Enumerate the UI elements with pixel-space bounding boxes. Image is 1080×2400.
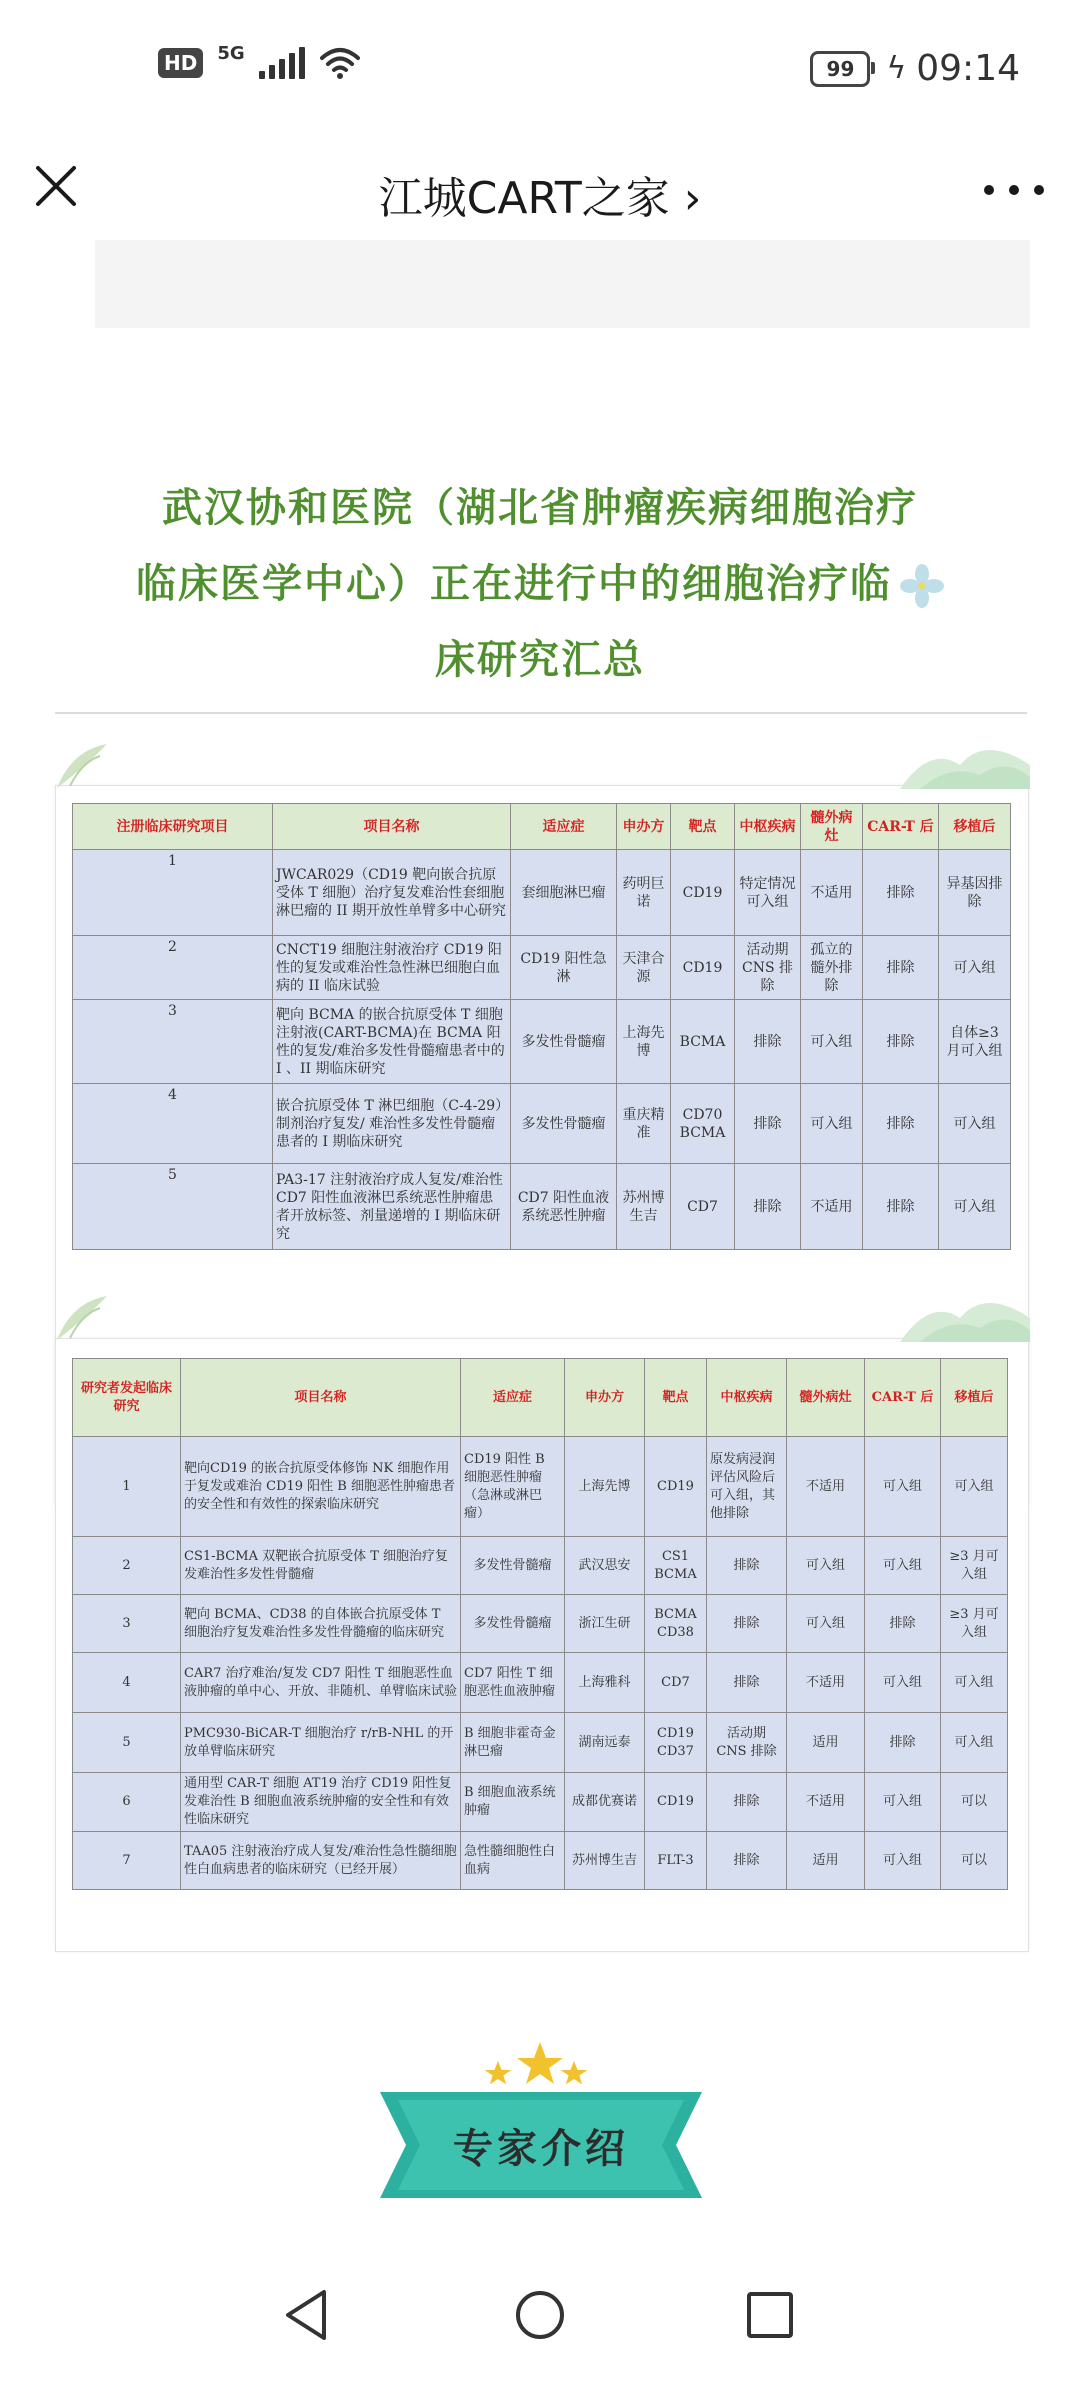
divider: [55, 712, 1027, 714]
cell: 急性髓细胞性白血病: [461, 1832, 565, 1890]
cell: CD70 BCMA: [671, 1084, 735, 1164]
cell: CD19: [671, 936, 735, 1000]
cell: 可入组: [939, 1084, 1011, 1164]
cell: 2: [73, 1537, 181, 1595]
cell: 天津合源: [617, 936, 671, 1000]
cell: 可入组: [865, 1537, 941, 1595]
cell: 排除: [735, 1000, 801, 1084]
cell: 4: [73, 1653, 181, 1713]
cell: 1: [73, 1437, 181, 1537]
cell: 嵌合抗原受体 T 淋巴细胞（C-4-29）制剂治疗复发/ 难治性多发性骨髓瘤患者的 I 期临床研究: [273, 1084, 511, 1164]
cell: 不适用: [801, 1164, 863, 1250]
cell: 多发性骨髓瘤: [511, 1000, 617, 1084]
cell: 上海雅科: [565, 1653, 645, 1713]
cell: PMC930-BiCAR-T 细胞治疗 r/rB-NHL 的开放单臂临床研究: [181, 1713, 461, 1773]
cell: 可入组: [865, 1773, 941, 1832]
cell: CNCT19 细胞注射液治疗 CD19 阳性的复发或难治性急性淋巴细胞白血病的 II 临床试验: [273, 936, 511, 1000]
table-row: [73, 1713, 1008, 1773]
cell: 武汉思安: [565, 1537, 645, 1595]
th-cns: 中枢疾病: [707, 1359, 787, 1437]
cell: 套细胞淋巴瘤: [511, 850, 617, 936]
table-row: [73, 936, 1011, 1000]
cell: BCMA CD38: [645, 1595, 707, 1653]
cell: 上海先博: [565, 1437, 645, 1537]
section-title-line3: 床研究汇总: [435, 637, 645, 683]
cell: 可入组: [941, 1653, 1008, 1713]
cell: 可入组: [865, 1437, 941, 1537]
cell: CD7 阳性 T 细胞恶性血液肿瘤: [461, 1653, 565, 1713]
table-row: [73, 1537, 1008, 1595]
cell: 可入组: [787, 1537, 865, 1595]
cell: 多发性骨髓瘤: [511, 1084, 617, 1164]
quote-block: [95, 240, 1030, 328]
cell: CD19: [671, 850, 735, 936]
app-header: [0, 140, 1080, 240]
cell: 6: [73, 1773, 181, 1832]
th-target: 靶点: [645, 1359, 707, 1437]
leaf-decoration-icon: [52, 740, 112, 790]
clock: 09:14: [916, 48, 1020, 89]
section-title-line1: 武汉协和医院（湖北省肿瘤疾病细胞治疗: [162, 485, 918, 531]
status-bar: [0, 0, 1080, 140]
cell: 多发性骨髓瘤: [461, 1595, 565, 1653]
cell: CS1-BCMA 双靶嵌合抗原受体 T 细胞治疗复发难治性多发性骨髓瘤: [181, 1537, 461, 1595]
cell: 排除: [707, 1653, 787, 1713]
cell: 成都优赛诺: [565, 1773, 645, 1832]
leaf-decoration-icon: [52, 1292, 112, 1342]
recents-icon[interactable]: [735, 2280, 805, 2350]
cell: CD19 CD37: [645, 1713, 707, 1773]
cell: ≥3 月可入组: [941, 1537, 1008, 1595]
th-sponsor: 申办方: [617, 804, 671, 850]
cell: BCMA: [671, 1000, 735, 1084]
stars-icon: [480, 2040, 600, 2100]
cell: 靶向CD19 的嵌合抗原受体修饰 NK 细胞作用于复发或难治 CD19 阳性 B 细胞恶性肿瘤患者的安全性和有效性的探索临床研究: [181, 1437, 461, 1537]
cell: 可入组: [939, 1164, 1011, 1250]
th-extramedullary: 髓外病灶: [787, 1359, 865, 1437]
cell: 可入组: [939, 936, 1011, 1000]
status-right: [810, 48, 1020, 89]
cell: 通用型 CAR-T 细胞 AT19 治疗 CD19 阳性复发难治性 B 细胞血液系统肿瘤的安全性和有效性临床研究: [181, 1773, 461, 1832]
cell: 3: [73, 1000, 273, 1084]
table-row: [73, 1164, 1011, 1250]
cell: 可以: [941, 1773, 1008, 1832]
th-target: 靶点: [671, 804, 735, 850]
table-row: [73, 1595, 1008, 1653]
th-sponsor: 申办方: [565, 1359, 645, 1437]
table-row: [73, 1832, 1008, 1890]
home-icon[interactable]: [505, 2280, 575, 2350]
cell: 可以: [941, 1832, 1008, 1890]
charging-icon: ϟ: [886, 51, 907, 86]
cell: CAR7 治疗难治/复发 CD7 阳性 T 细胞恶性血液肿瘤的单中心、开放、非随机、单臂临床试验: [181, 1653, 461, 1713]
table-header-row: [73, 804, 1011, 850]
cell: 不适用: [787, 1773, 865, 1832]
cell: 湖南远泰: [565, 1713, 645, 1773]
table-row: [73, 1773, 1008, 1832]
battery-level: 99: [826, 56, 855, 81]
cell: 可入组: [941, 1713, 1008, 1773]
table-row: [73, 850, 1011, 936]
th-project: 注册临床研究项目: [73, 804, 273, 850]
cell: 不适用: [787, 1653, 865, 1713]
cell: CS1 BCMA: [645, 1537, 707, 1595]
hills-decoration-icon: [900, 735, 1030, 789]
cell: ≥3 月可入组: [941, 1595, 1008, 1653]
cell: 排除: [865, 1713, 941, 1773]
th-after-cart: CAR-T 后: [865, 1359, 941, 1437]
hd-badge: HD: [158, 48, 203, 78]
cell: CD7: [645, 1653, 707, 1713]
th-name: 项目名称: [181, 1359, 461, 1437]
navigation-bar: [0, 2230, 1080, 2400]
cell: 适用: [787, 1832, 865, 1890]
cell: 排除: [863, 1084, 939, 1164]
table-row: [73, 1084, 1011, 1164]
table-row: [73, 1000, 1011, 1084]
cell: CD19: [645, 1437, 707, 1537]
th-indication: 适应症: [461, 1359, 565, 1437]
cell: 排除: [863, 1164, 939, 1250]
registered-trials-table: [72, 803, 1011, 1250]
cell: 靶向 BCMA、CD38 的自体嵌合抗原受体 T 细胞治疗复发难治性多发性骨髓瘤的临床研究: [181, 1595, 461, 1653]
cell: 3: [73, 1595, 181, 1653]
cell: PA3-17 注射液治疗成人复发/难治性 CD7 阳性血液淋巴系统恶性肿瘤患者开放标签、剂量递增的 I 期临床研究: [273, 1164, 511, 1250]
cell: 苏州博生吉: [617, 1164, 671, 1250]
cell: 7: [73, 1832, 181, 1890]
cell: 可入组: [801, 1000, 863, 1084]
th-name: 项目名称: [273, 804, 511, 850]
cell: 可入组: [865, 1832, 941, 1890]
section-title-line2: 临床医学中心）正在进行中的细胞治疗临: [136, 561, 892, 607]
signal-icon: [259, 47, 305, 79]
cell: FLT-3: [645, 1832, 707, 1890]
cell: JWCAR029（CD19 靶向嵌合抗原受体 T 细胞）治疗复发难治性套细胞淋巴瘤的 II 期开放性单臂多中心研究: [273, 850, 511, 936]
table-header-row: [73, 1359, 1008, 1437]
th-after-cart: CAR-T 后: [863, 804, 939, 850]
hills-decoration-icon: [900, 1288, 1030, 1342]
network-type: 5G: [217, 42, 245, 64]
table-row: [73, 1437, 1008, 1537]
cell: 不适用: [801, 850, 863, 936]
cell: 原发病浸润评估风险后可入组，其他排除: [707, 1437, 787, 1537]
cell: 排除: [863, 1000, 939, 1084]
section-title: [60, 470, 1020, 698]
cell: CD7 阳性血液系统恶性肿瘤: [511, 1164, 617, 1250]
cell: CD19 阳性急淋: [511, 936, 617, 1000]
th-after-transplant: 移植后: [941, 1359, 1008, 1437]
investigator-trials-table: [72, 1358, 1008, 1890]
th-indication: 适应症: [511, 804, 617, 850]
cell: 活动期 CNS 排除: [735, 936, 801, 1000]
cell: 自体≥3 月可入组: [939, 1000, 1011, 1084]
account-title-link[interactable]: 江城CART之家 ›: [378, 173, 702, 224]
cell: 苏州博生吉: [565, 1832, 645, 1890]
cell: B 细胞非霍奇金淋巴瘤: [461, 1713, 565, 1773]
cell: 重庆精准: [617, 1084, 671, 1164]
cell: 排除: [707, 1773, 787, 1832]
cell: 适用: [787, 1713, 865, 1773]
cell: 排除: [865, 1595, 941, 1653]
th-cns: 中枢疾病: [735, 804, 801, 850]
th-extramedullary: 髓外病灶: [801, 804, 863, 850]
cell: 可入组: [865, 1653, 941, 1713]
cell: 异基因排除: [939, 850, 1011, 936]
cell: 排除: [707, 1537, 787, 1595]
cell: CD7: [671, 1164, 735, 1250]
cell: 排除: [863, 936, 939, 1000]
wifi-icon: [319, 46, 361, 80]
table-row: [73, 1653, 1008, 1713]
cell: 排除: [707, 1595, 787, 1653]
cell: 2: [73, 936, 273, 1000]
back-icon[interactable]: [272, 2280, 342, 2350]
battery-icon: [810, 51, 870, 87]
cell: TAA05 注射液治疗成人复发/难治性急性髓细胞性白血病患者的临床研究（已经开展）: [181, 1832, 461, 1890]
more-icon[interactable]: [984, 170, 1044, 210]
cell: 孤立的髓外排除: [801, 936, 863, 1000]
cell: 1: [73, 850, 273, 936]
cell: CD19: [645, 1773, 707, 1832]
cell: 4: [73, 1084, 273, 1164]
cell: 5: [73, 1713, 181, 1773]
expert-intro-label: 专家介绍: [453, 2125, 629, 2172]
article-content[interactable]: [0, 240, 1080, 2230]
cell: 药明巨诺: [617, 850, 671, 936]
cell: 活动期 CNS 排除: [707, 1713, 787, 1773]
cell: 排除: [735, 1164, 801, 1250]
cell: 不适用: [787, 1437, 865, 1537]
cell: 浙江生研: [565, 1595, 645, 1653]
flower-icon: [900, 564, 944, 608]
cell: 排除: [707, 1832, 787, 1890]
cell: B 细胞血液系统肿瘤: [461, 1773, 565, 1832]
cell: 排除: [735, 1084, 801, 1164]
cell: 可入组: [941, 1437, 1008, 1537]
cell: CD19 阳性 B 细胞恶性肿瘤（急淋或淋巴瘤）: [461, 1437, 565, 1537]
cell: 特定情况可入组: [735, 850, 801, 936]
th-after-transplant: 移植后: [939, 804, 1011, 850]
cell: 上海先博: [617, 1000, 671, 1084]
cell: 可入组: [801, 1084, 863, 1164]
status-left: [158, 42, 361, 80]
th-project: 研究者发起临床研究: [73, 1359, 181, 1437]
cell: 多发性骨髓瘤: [461, 1537, 565, 1595]
cell: 5: [73, 1164, 273, 1250]
cell: 可入组: [787, 1595, 865, 1653]
cell: 排除: [863, 850, 939, 936]
cell: 靶向 BCMA 的嵌合抗原受体 T 细胞注射液(CART-BCMA)在 BCMA 阳性的复发/难治多发性骨髓瘤患者中的 I 、II 期临床研究: [273, 1000, 511, 1084]
